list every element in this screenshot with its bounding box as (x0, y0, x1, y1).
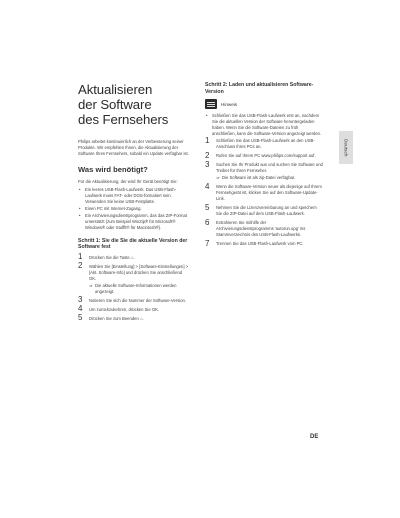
step-item: 1 Schließen Sie das USB-Flash-Laufwerk an den USB-Anschluss Ihres PCs an. (205, 135, 315, 149)
left-column (78, 82, 190, 325)
intro-paragraph: Philips arbeitet kontinuierlich an der Verbesserung seiner Produkte. Wir empfehlen Ihnen, die Aktualisierung der Software Ihres Fernsehers, sobald ein Update verfügbar ist. (78, 139, 189, 157)
requirements-list (78, 187, 190, 231)
step-result: ⇒ Die Software ist als zip-Datei verfügbar. (216, 175, 296, 180)
step-item: 6 Extrahieren Sie mithilfe der Archivierungsdienstprogramms 'autorun.upg' ins Stammverzeichnis des USB-Flash-Laufwerks. (205, 217, 306, 237)
step-item: 3 Suchen Sie Ihr Produkt aus und suchen Sie Software und Treiber für Ihren Fernseher. ⇒ Die Software ist als zip-Datei verfügbar. (205, 159, 323, 180)
step-item: 4 Wenn die Software-Version neuer als diejenige auf Ihrem Fernsehgerät ist, klicken Sie auf den Software-Update-Link. (205, 181, 322, 201)
list-item: • Schließen Sie das USB-Flash-Laufwerk erst an, nachdem Sie die aktuellen Version der Software heruntergeladen haben. Wenn Sie die Software-Dateien zu früh anschließen, kann die Software-Version angezeigt werden. (206, 113, 322, 136)
language-tab (339, 131, 353, 164)
step2-list (205, 135, 323, 248)
list-item: • Ein Archivierungsdienstprogramm, das das ZIP-Format unterstützt (zum Beispiel WinZip® für Microsoft® Windows® oder Stufflt® für Macintosh®). (79, 212, 187, 230)
bullet-icon: • (206, 113, 208, 118)
list-item: • Einen PC mit Internet-Zugang. (79, 205, 142, 211)
page-number: DE (310, 434, 319, 440)
arrow-right-icon: ⇒ (216, 175, 220, 180)
language-tab-label: Deutsch (343, 138, 349, 157)
step-item: 1 Drücken Sie die Taste ⌂. (78, 252, 135, 262)
step1-list (78, 252, 190, 323)
bullet-icon: • (79, 212, 81, 218)
step-item: 5 Drücken Sie zum Beenden ⌂. (78, 313, 144, 323)
step1-heading: Schritt 1: Sie die Sie die aktuelle Version der Software fest (78, 237, 188, 251)
requirements-heading: Was wird benötigt? (78, 164, 148, 174)
step-item: 3 Notieren Sie sich die Nummer der Software-Version. (78, 295, 187, 305)
step-item: 7 Trennen Sie das USB-Flash-Laufwerk vom PC. (205, 238, 304, 248)
step-result: ⇒ Die aktuelle Software-Informationen werden angezeigt. (89, 282, 177, 294)
step-item: 4 Um zurückzukehren, drücken Sie OK. (78, 304, 160, 314)
page-title: Aktualisieren der Software des Fernsehers (78, 82, 169, 127)
list-item: • Ein leeres USB-Flash-Laufwerk. Das USB-Flash-Laufwerk muss FAT- oder DOS-formatiert sein. Verwenden Sie keine USB-Festplatte. (79, 186, 176, 204)
step2-heading: Schritt 2: Laden und aktualisieren Software-Version (205, 82, 314, 95)
bullet-icon: • (79, 186, 81, 192)
step-item: 2 Wählen Sie [Einstellung] > [Software-Einstellungen] > [Akt. Software-Info] und drücken Sie anschließend OK. ⇒ Die aktuelle Software-Informationen werden angezeigt. (78, 261, 189, 294)
requirements-intro: Für die Aktualisierung, der wird Ihr Gerät benötigt Sie: (78, 178, 178, 184)
step-item: 2 Rufen Sie auf Ihrem PC www.philips.com/support auf. (205, 150, 316, 160)
arrow-right-icon: ⇒ (89, 282, 93, 288)
note-list (205, 113, 323, 137)
note-header (205, 99, 323, 109)
note-icon (205, 99, 217, 109)
bullet-icon: • (79, 205, 81, 211)
right-column (205, 82, 323, 250)
step-item: 5 Nehmen Sie die Lizenzvereinbarung an und speichern Sie die ZIP-Datei auf dem USB-Flash-Laufwerk. (205, 202, 317, 216)
note-label: Hinweis (221, 101, 238, 107)
